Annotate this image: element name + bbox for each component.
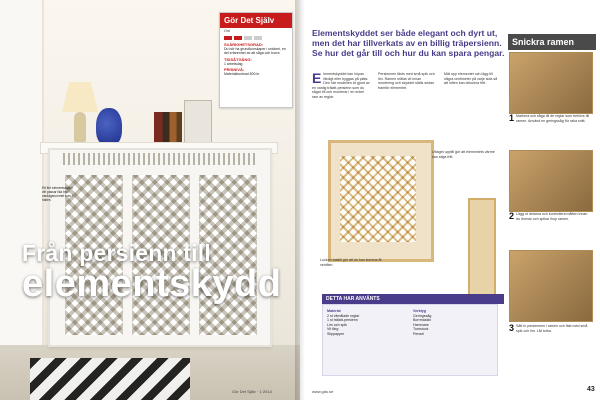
tool-item: Pensel xyxy=(413,331,424,336)
materials-column xyxy=(327,309,409,336)
material-item: 1 st trälatt-persienn xyxy=(327,318,358,322)
badge-section-text: 1 arbetsdag xyxy=(224,61,243,66)
page-number: 43 xyxy=(587,386,595,393)
body-text: lementskyddet kan köpas färdigt eller byggas på plats. Den här modellen är gjord av en vanlig trälatt-persienn som du sågar till och monterar i en enkel ram av reglar. xyxy=(312,72,370,99)
rug xyxy=(30,358,190,400)
difficulty-segment-filled xyxy=(224,36,232,40)
step-2-text xyxy=(509,212,591,221)
badge-header: Gör Det Själv xyxy=(220,13,292,28)
tools-heading: Verktyg xyxy=(413,309,426,313)
drop-cap: E xyxy=(312,70,322,86)
lattice-drawing xyxy=(340,156,416,242)
sidebar-title: Snickra ramen xyxy=(508,34,596,50)
left-footer: Gör Det Själv · 1·2014 xyxy=(232,389,272,394)
step-3-photo xyxy=(509,250,593,322)
material-item: Lim och spik xyxy=(327,322,347,327)
right-page xyxy=(300,0,600,400)
body-column-1 xyxy=(312,72,370,100)
step-description: Lägg ut delarna och kontrollera måtten innan du limmar och spikar ihop ramen. xyxy=(516,212,588,221)
step-1-text xyxy=(509,114,591,123)
step-1-photo xyxy=(509,52,593,114)
materials-table xyxy=(322,304,498,376)
tools-column xyxy=(413,309,495,336)
lamp-base xyxy=(74,112,86,142)
body-column-2: Persiennen fästs med små spik och lim. Ramen målas vit innan montering och skyddet ställs sedan framför elementet. xyxy=(378,72,435,90)
photo-caption: Ett fint elementskydd i vitt passar lika bra i vardagsrummet som i hallen. xyxy=(42,186,74,202)
material-item: Slippapper xyxy=(327,331,345,336)
callout-side: Luckan baktill gör att du kan komma åt ventilen. xyxy=(320,258,382,267)
tool-item: Borrmaskin xyxy=(413,318,432,322)
body-column-3: Mät upp elementet och lägg till några centimeter på varje sida så att luften kan cirkulera fritt. xyxy=(444,72,498,86)
step-description: Sätt in persiennen i ramen och fäst med små spik och lim. Låt torka. xyxy=(516,324,588,333)
title-line-2: elementskydd xyxy=(22,263,282,305)
step-3-text xyxy=(509,324,591,333)
materials-table-title: DETTA HAR ANVÄNTS xyxy=(322,294,504,304)
title-line-1: Från persienn till xyxy=(22,240,211,266)
step-number: 1 xyxy=(509,113,515,123)
step-description: Markera och såga till de reglar som behövs till ramen. Använd en geringssåg för raka snitt. xyxy=(516,114,590,123)
badge-section-text: Materialkostnad 800 kr xyxy=(224,72,260,77)
article-title xyxy=(22,240,281,306)
difficulty-segment-filled xyxy=(234,36,242,40)
door xyxy=(0,0,44,360)
difficulty-segment-empty xyxy=(244,36,252,40)
difficulty-segment-empty xyxy=(254,36,262,40)
intro-text: Elementskyddet ser både elegant och dyrt ut, men det har tillverkats av en billig träpersienn. Se hur det går till och hur du kan spara pengar. xyxy=(312,28,505,58)
tool-item: Hammare xyxy=(413,322,429,327)
badge-section-title: PRISNIVÅ: xyxy=(224,67,245,73)
callout-top: Uttaget upptill gör att elementets värme kan stiga fritt. xyxy=(432,150,495,159)
materials-heading: Material xyxy=(327,309,341,313)
tool-item: Geringssåg xyxy=(413,313,432,318)
material-item: 2 st vitmålade reglar xyxy=(327,313,360,318)
radiator-slats xyxy=(60,153,256,165)
badge-section-title: TIDSÅTGÅNG: xyxy=(224,56,252,62)
step-2-photo xyxy=(509,150,593,212)
step-number: 2 xyxy=(509,211,515,221)
page-gutter xyxy=(295,0,305,400)
blue-vase xyxy=(96,108,122,146)
tool-item: Tumstock xyxy=(413,327,429,331)
right-footer: www.gds.se xyxy=(312,389,334,394)
badge-sub: Ord xyxy=(224,29,230,33)
material-item: Vit färg xyxy=(327,327,339,331)
badge-section-title: SVÅRIGHETSGRAD: xyxy=(224,42,264,47)
diy-badge xyxy=(219,12,293,108)
badge-section-text: Du bör ha grundkunskaper i snickeri, en del erfarenhet av att såga och borra. xyxy=(224,47,286,56)
step-number: 3 xyxy=(509,323,515,333)
